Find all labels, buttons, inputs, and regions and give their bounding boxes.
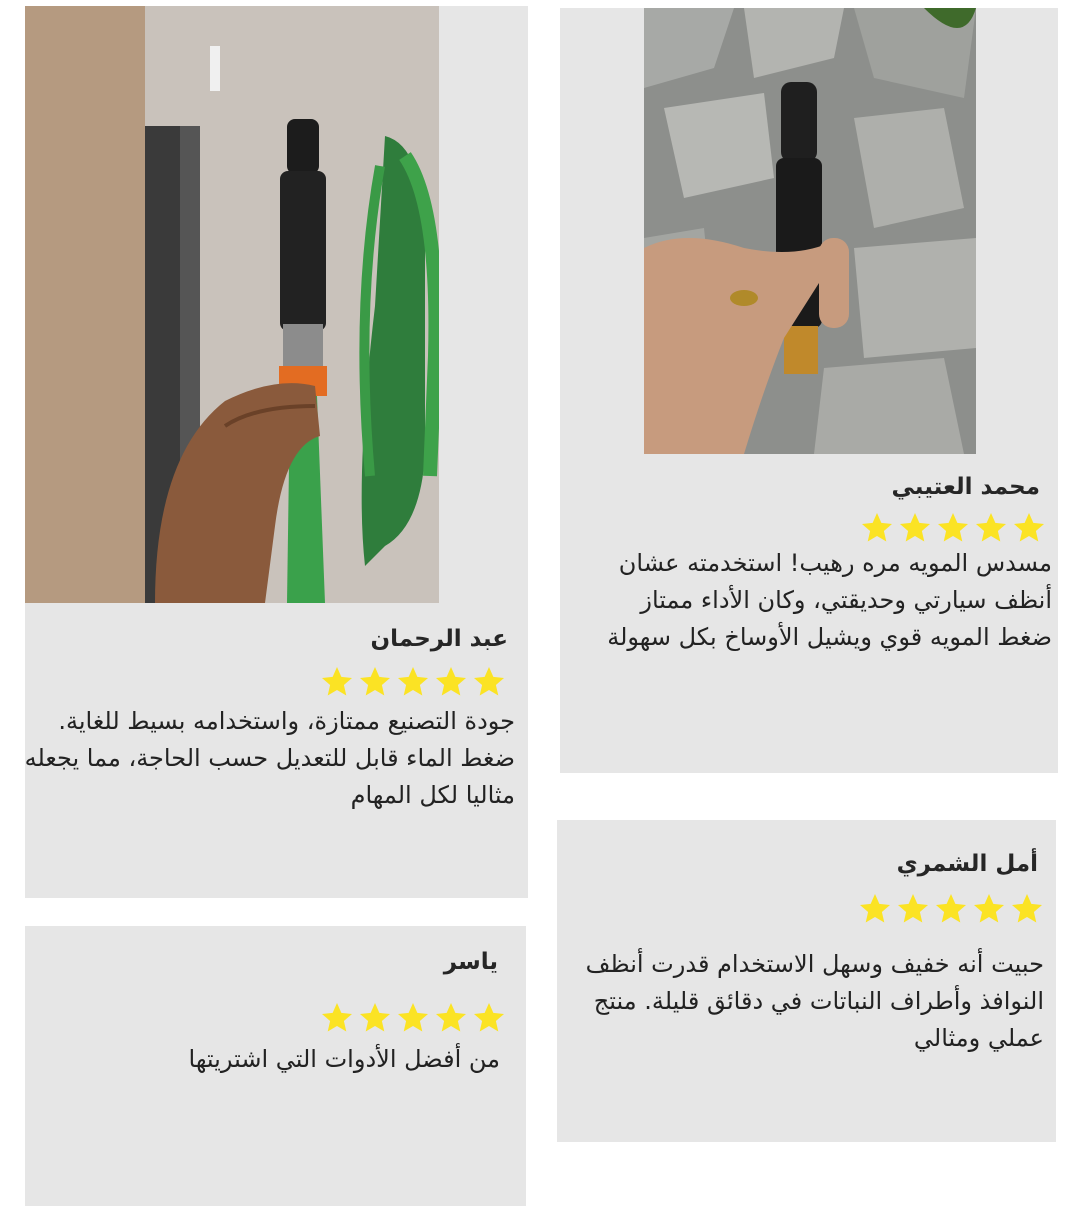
review-photo-abdulrahman [25, 6, 439, 603]
star-icon [470, 1000, 508, 1036]
star-icon [970, 891, 1008, 927]
star-rating [318, 664, 508, 700]
star-icon [394, 1000, 432, 1036]
star-icon [394, 664, 432, 700]
reviewer-name: ياسر [443, 949, 498, 975]
star-icon [1010, 510, 1048, 546]
hand-holding-nozzle-green-hose-icon [25, 6, 439, 603]
star-icon [432, 1000, 470, 1036]
star-icon [318, 664, 356, 700]
star-icon [932, 891, 970, 927]
review-text: من أفضل الأدوات التي اشتريتها [188, 1045, 500, 1073]
star-icon [432, 664, 470, 700]
review-text: حبيت أنه خفيف وسهل الاستخدام قدرت أنظف النوافذ وأطراف النباتات في دقائق قليلة. منتج عملي ومثالي [585, 950, 1044, 1052]
review-text: جودة التصنيع ممتازة، واستخدامه بسيط للغاية. ضغط الماء قابل للتعديل حسب الحاجة، مما يجعله مثاليا لكل المهام [24, 707, 515, 809]
reviewer-name: محمد العتيبي [891, 474, 1040, 500]
hand-holding-nozzle-stone-floor-icon [644, 8, 976, 454]
star-rating [318, 1000, 508, 1036]
star-icon [894, 891, 932, 927]
star-icon [858, 510, 896, 546]
reviewer-name: أمل الشمري [896, 851, 1038, 877]
star-icon [356, 1000, 394, 1036]
star-rating [856, 891, 1046, 927]
reviewer-name: عبد الرحمان [370, 626, 508, 652]
review-photo-mohammed [644, 8, 976, 454]
star-icon [470, 664, 508, 700]
star-icon [356, 664, 394, 700]
star-icon [318, 1000, 356, 1036]
star-icon [972, 510, 1010, 546]
star-rating [858, 510, 1048, 546]
review-text: مسدس المويه مره رهيب! استخدمته عشان أنظف سيارتي وحديقتي، وكان الأداء ممتاز ضغط المويه قوي ويشيل الأوساخ بكل سهولة [607, 549, 1052, 651]
star-icon [934, 510, 972, 546]
star-icon [856, 891, 894, 927]
star-icon [1008, 891, 1046, 927]
star-icon [896, 510, 934, 546]
